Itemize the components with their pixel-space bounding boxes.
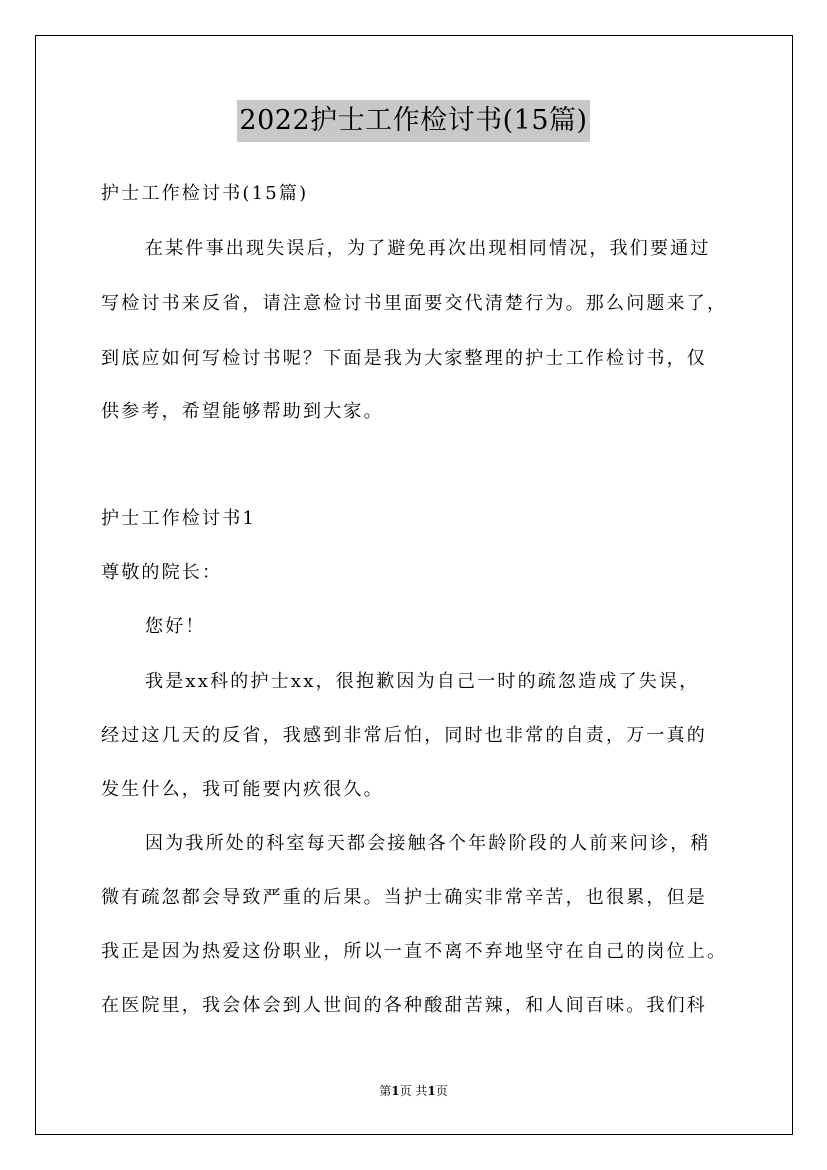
intro-line: 在某件事出现失误后，为了避免再次出现相同情况，我们要通过 [145, 238, 711, 259]
salutation: 尊敬的院长： [101, 562, 223, 583]
intro-line: 到底应如何写检讨书呢？下面是我为大家整理的护士工作检讨书，仅 [101, 348, 707, 369]
intro-line: 写检讨书来反省，请注意检讨书里面要交代清楚行为。那么问题来了， [101, 293, 728, 314]
paragraph-line: 因为我所处的科室每天都会接触各个年龄阶段的人前来问诊，稍 [145, 833, 711, 854]
paragraph-line: 经过这几天的反省，我感到非常后怕，同时也非常的自责，万一真的 [101, 725, 707, 746]
title-container [0, 100, 827, 142]
paragraph-line: 我正是因为热爱这份职业，所以一直不离不弃地坚守在自己的岗位上。 [101, 941, 728, 962]
page-footer [0, 1082, 827, 1100]
footer-page-number: 1 [391, 1084, 400, 1098]
document-subtitle: 护士工作检讨书(15篇) [101, 183, 309, 204]
footer-page-total: 1 [427, 1084, 436, 1098]
section-heading: 护士工作检讨书1 [101, 508, 257, 529]
intro-line: 供参考，希望能够帮助到大家。 [101, 401, 384, 422]
paragraph-line: 微有疏忽都会导致严重的后果。当护士确实非常辛苦，也很累，但是 [101, 887, 707, 908]
paragraph-line: 发生什么，我可能要内疚很久。 [101, 779, 384, 800]
paragraph-line: 在医院里，我会体会到人世间的各种酸甜苦辣，和人间百味。我们科 [101, 995, 707, 1016]
footer-suffix: 页 [435, 1084, 448, 1098]
footer-prefix: 第 [379, 1084, 392, 1098]
greeting: 您好！ [145, 616, 206, 637]
document-title: 2022护士工作检讨书(15篇) [237, 100, 589, 142]
footer-mid: 页 共 [399, 1084, 428, 1098]
paragraph-line: 我是xx科的护士xx，很抱歉因为自己一时的疏忽造成了失误， [145, 671, 700, 692]
